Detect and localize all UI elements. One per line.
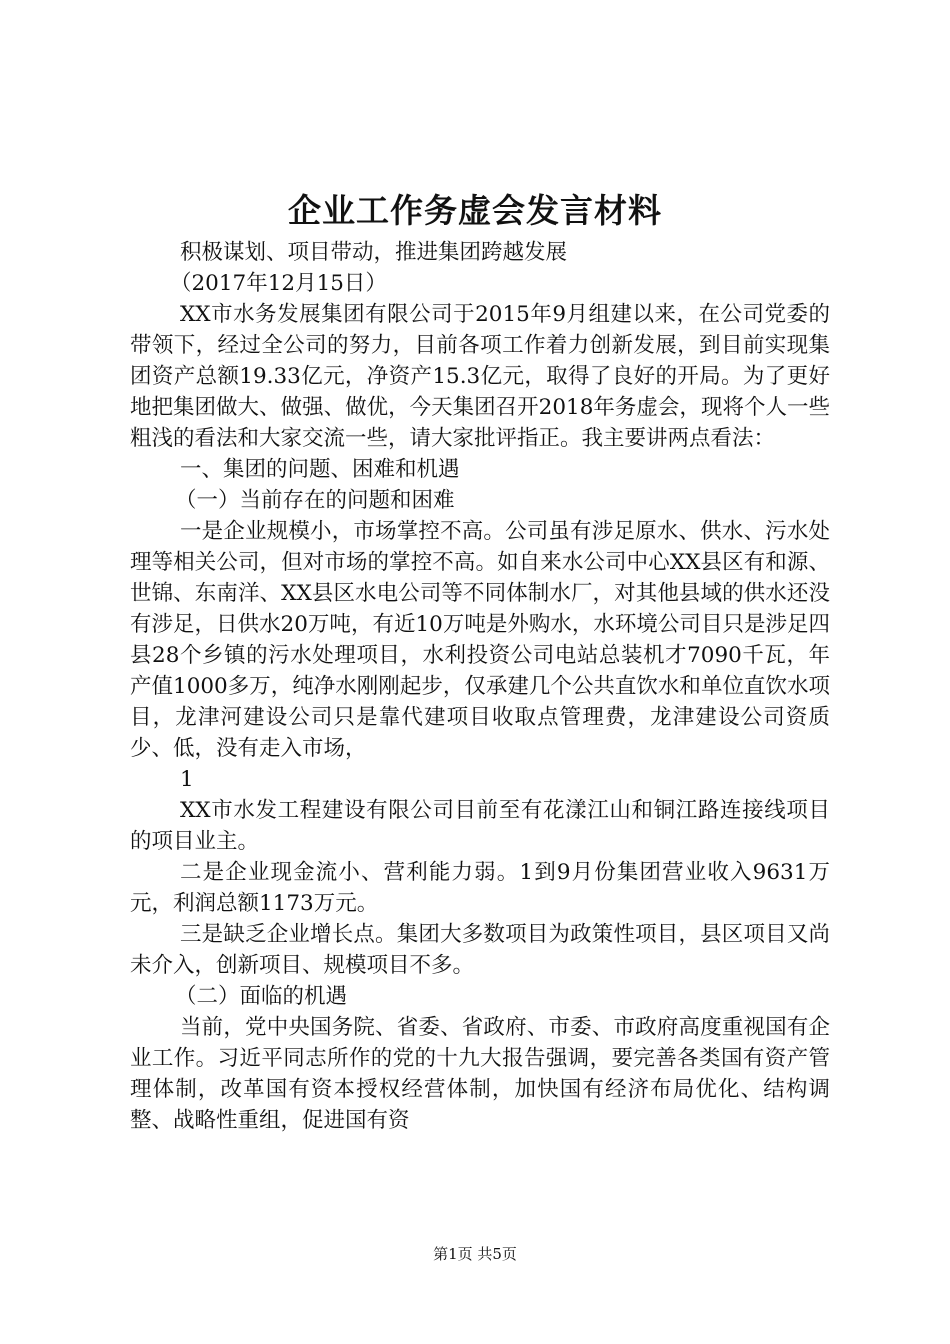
body-paragraph-cashflow: 二是企业现金流小、营利能力弱。1到9月份集团营业收入9631万元，利润总额1173万元。 <box>130 860 830 916</box>
page-number-footer: 第1页 共5页 <box>433 1245 517 1263</box>
date-line: （2017年12月15日） <box>170 271 387 296</box>
document-title: 企业工作务虚会发言材料 <box>288 191 662 230</box>
body-paragraph-engineering: XX市水发工程建设有限公司目前至有花漾江山和铜江路连接线项目的项目业主。 <box>130 798 830 854</box>
document-body <box>130 237 830 1136</box>
inline-page-marker: 1 <box>180 767 194 792</box>
subtitle: 积极谋划、项目带动，推进集团跨越发展 <box>180 240 568 265</box>
subsection-heading-2: （二）面临的机遇 <box>175 984 348 1009</box>
body-paragraph-scale: 一是企业规模小，市场掌控不高。公司虽有涉足原水、供水、污水处理等相关公司，但对市场的掌控不高。如自来水公司中心XX县区有和源、世锦、东南洋、XX县区水电公司等不同体制水厂，对其他县域的供水还没有涉足，日供水20万吨，有近10万吨是外购水，水环境公司目只是涉足四县28个乡镇的污水处理项目，水利投资公司电站总装机才7090千瓦，年产值1000多万，纯净水刚刚起步，仅承建几个公共直饮水和单位直饮水项目，龙津河建设公司只是靠代建项目收取点管理费，龙津建设公司资质少、低，没有走入市场， <box>130 519 830 761</box>
subsection-heading-1: （一）当前存在的问题和困难 <box>175 488 455 513</box>
section-heading-1: 一、集团的问题、困难和机遇 <box>180 457 460 482</box>
body-paragraph-growth: 三是缺乏企业增长点。集团大多数项目为政策性项目，县区项目又尚未介入，创新项目、规模项目不多。 <box>130 922 830 978</box>
body-paragraph-opportunity: 当前，党中央国务院、省委、省政府、市委、市政府高度重视国有企业工作。习近平同志所作的党的十九大报告强调，要完善各类国有资产管理体制，改革国有资本授权经营体制，加快国有经济布局优化、结构调整、战略性重组，促进国有资 <box>130 1015 830 1133</box>
body-paragraph-intro: XX市水务发展集团有限公司于2015年9月组建以来，在公司党委的带领下，经过全公司的努力，目前各项工作着力创新发展，到目前实现集团资产总额19.33亿元，净资产15.3亿元，取得了良好的开局。为了更好地把集团做大、做强、做优，今天集团召开2018年务虚会，现将个人一些粗浅的看法和大家交流一些，请大家批评指正。我主要讲两点看法： <box>130 302 830 451</box>
